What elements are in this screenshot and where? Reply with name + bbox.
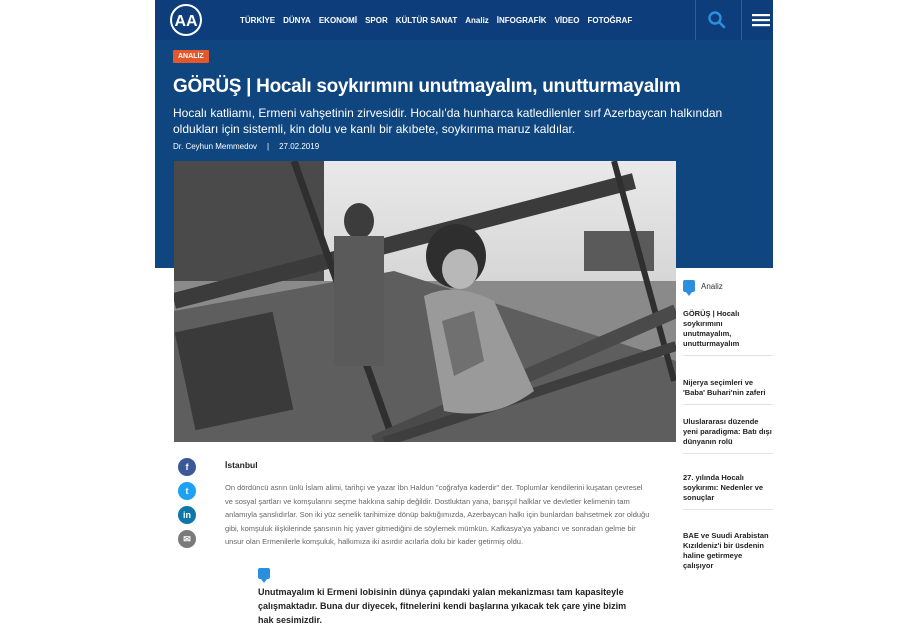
logo-text: AA bbox=[174, 13, 198, 30]
nav-spor[interactable]: SPOR bbox=[365, 15, 388, 25]
top-navigation-bar bbox=[155, 0, 773, 40]
publish-date: 27.02.2019 bbox=[279, 142, 320, 151]
byline bbox=[173, 142, 319, 151]
nav-video[interactable]: VİDEO bbox=[554, 15, 580, 25]
sidebar-item[interactable]: Uluslararası düzende yeni paradigma: Batı dışı dünyanın rolü bbox=[683, 417, 773, 454]
sidebar-item[interactable]: 27. yılında Hocalı soykırımı: Nedenler ve sonuçlar bbox=[683, 473, 773, 510]
nav-kultur-sanat[interactable]: KÜLTÜR SANAT bbox=[395, 15, 458, 25]
divider bbox=[741, 0, 742, 40]
hamburger-menu-icon[interactable] bbox=[752, 11, 770, 29]
nav-turkiye[interactable]: TÜRKİYE bbox=[240, 15, 276, 25]
sidebar-item[interactable]: BAE ve Suudi Arabistan Kızıldeniz'i bir üsdenin haline getirmeye çalışıyor bbox=[683, 531, 769, 570]
facebook-icon[interactable]: f bbox=[178, 458, 196, 476]
quote-icon bbox=[258, 568, 270, 579]
dateline-city: İstanbul bbox=[225, 460, 258, 470]
byline-separator: | bbox=[267, 142, 270, 151]
sidebar-heading bbox=[683, 278, 773, 294]
nav-fotograf[interactable]: FOTOĞRAF bbox=[587, 15, 633, 25]
nav-ekonomi[interactable]: EKONOMİ bbox=[318, 15, 358, 25]
search-icon[interactable] bbox=[707, 10, 727, 30]
main-nav bbox=[240, 0, 640, 40]
nav-infografik[interactable]: İNFOGRAFİK bbox=[496, 15, 547, 25]
author-name[interactable]: Dr. Ceyhun Memmedov bbox=[173, 142, 258, 151]
aa-logo[interactable] bbox=[165, 4, 207, 36]
sidebar-heading-label: Analiz bbox=[701, 281, 723, 291]
sidebar-item[interactable]: GÖRÜŞ | Hocalı soykırımını unutmayalım, unutturmayalım bbox=[683, 309, 773, 356]
nav-analiz[interactable]: Analiz bbox=[465, 15, 489, 25]
category-badge[interactable]: ANALİZ bbox=[173, 50, 209, 63]
speech-bubble-icon bbox=[683, 280, 695, 292]
pull-quote: Unutmayalım ki Ermeni lobisinin dünya çapındaki yalan mekanizması tam kapasiteyle çalışmaktadır. Buna dur diyecek, fitnelerini kendi başlarına yıkacak tek çare yine bizim hak sesimizdir. bbox=[258, 587, 627, 625]
email-icon[interactable]: ✉ bbox=[178, 530, 196, 548]
article-summary: Hocalı katliamı, Ermeni vahşetinin zirvesidir. Hocalı'da hunharca katledilenler sırf Azerbaycan halkından oldukları için sistemli, kin dolu ve kanlı bir akıbete, soykırıma maruz kaldılar. bbox=[173, 106, 723, 136]
nav-dunya[interactable]: DÜNYA bbox=[283, 15, 311, 25]
divider bbox=[695, 0, 696, 40]
share-buttons bbox=[178, 458, 196, 554]
analysis-sidebar bbox=[683, 278, 773, 575]
linkedin-icon[interactable]: in bbox=[178, 506, 196, 524]
twitter-icon[interactable]: t bbox=[178, 482, 196, 500]
article-photo bbox=[174, 161, 676, 442]
article-title: GÖRÜŞ | Hocalı soykırımını unutmayalım, unutturmayalım bbox=[173, 76, 681, 97]
sidebar-item[interactable]: Nijerya seçimleri ve 'Baba' Buhari'nin zaferi bbox=[683, 378, 773, 405]
article-body-paragraph: On dördüncü asrın ünlü İslam alimi, tarihçi ve yazar İbn Haldun "coğrafya kaderdir" der. Toplumlar kendilerini kuşatan çevresel ve sosyal şartları ve komşularını seçme hakkına sahip değildir. Dostluktan yana, barışçıl halklar ve devletler kelimenin tam anlamıyla şanslıdırlar. Son iki yüz senelik tarihimize dönüp baktığımızda, Azerbaycan halkı için bunlardan bahsetmek zor olduğu gibi, komşuluk ilişkilerinde şansının hiç yaver gitmediğini de söylemek mümkün. Kafkasya'ya yabancı ve sonradan gelme bir unsur olan Ermenilerle komşuluk, halkımıza iki asırdır acılarla dolu bir kader getirmiş oldu. bbox=[225, 483, 650, 546]
